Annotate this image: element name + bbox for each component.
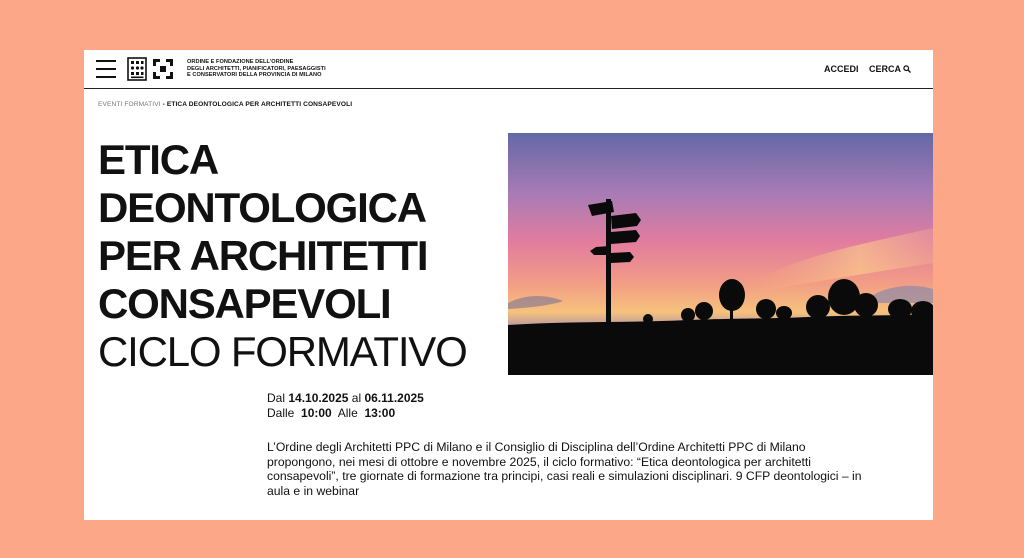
organization-name: [187, 59, 347, 79]
signpost-sunset-photo: [508, 133, 933, 375]
time-end: 13:00: [364, 406, 396, 420]
breadcrumb-current: ETICA DEONTOLOGICA PER ARCHITETTI CONSAPEVOLI: [166, 101, 353, 108]
breadcrumb-parent-link[interactable]: EVENTI FORMATIVI: [98, 101, 161, 108]
org-name-line: ORDINE E FONDAZIONE DELL'ORDINE: [187, 59, 294, 65]
date-to-prefix: al: [351, 391, 362, 405]
org-name-line: DEGLI ARCHITETTI, PIANIFICATORI, PAESAGGISTI: [187, 65, 326, 72]
breadcrumb: [98, 101, 352, 108]
title-line: PER ARCHITETTI: [98, 232, 428, 279]
date-from: 14.10.2025: [288, 391, 349, 405]
title-subtitle: CICLO FORMATIVO: [98, 328, 467, 375]
site-header: [84, 50, 933, 89]
breadcrumb-separator: -: [160, 101, 167, 108]
date-range: [267, 391, 424, 406]
title-line: CONSAPEVOLI: [98, 280, 391, 327]
date-to: 06.11.2025: [364, 391, 424, 405]
logo-grid-icon[interactable]: [127, 57, 147, 81]
logo-cross-icon[interactable]: [152, 58, 174, 80]
search-icon[interactable]: [903, 65, 911, 73]
page-title: [98, 136, 518, 376]
date-from-prefix: Dal: [267, 391, 286, 405]
time-range: [267, 406, 424, 421]
event-description: L’Ordine degli Architetti PPC di Milano e il Consiglio di Disciplina dell’Ordine Architetti PPC di Milano propongono, nei mesi di ottobre e novembre 2025, il ciclo formativo: “Etica deontologica per architetti consapevoli”, tre giornate di formazione tra principi, casi reali e simulazioni disciplinari. 9 CFP deontologici – in aula e in webinar: [267, 440, 862, 498]
page: [84, 50, 933, 520]
time-prefix: Dalle: [267, 406, 295, 420]
login-link[interactable]: ACCEDI: [824, 64, 859, 74]
time-start: 10:00: [301, 406, 332, 420]
org-name-line: E CONSERVATORI DELLA PROVINCIA DI MILANO: [187, 72, 322, 79]
title-line: ETICA: [98, 136, 219, 183]
menu-icon[interactable]: [96, 60, 116, 78]
event-schedule: [267, 391, 424, 421]
search-link[interactable]: CERCA: [869, 64, 902, 74]
time-mid: Alle: [337, 406, 358, 420]
title-line: DEONTOLOGICA: [98, 184, 426, 231]
